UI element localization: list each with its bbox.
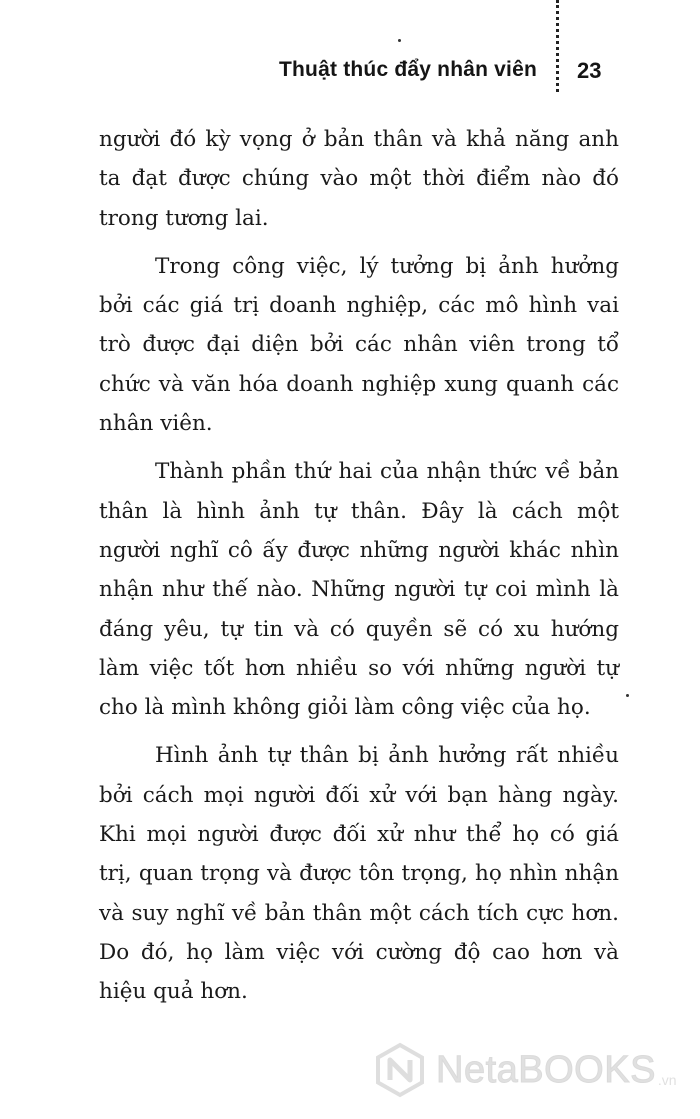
watermark-brand: NetaBOOKS	[436, 1048, 656, 1091]
running-header-title: Thuật thúc đẩy nhân viên	[279, 58, 537, 81]
body-text	[99, 120, 619, 1021]
running-header	[279, 58, 537, 82]
paragraph: Hình ảnh tự thân bị ảnh hưởng rất nhiều bởi cách mọi người đối xử với bạn hàng ngày. Khi mọi người được đối xử như thể họ có giá trị, quan trọng và được tôn trọng, họ nhìn nhận và suy nghĩ về bản thân một cách tích cực hơn. Do đó, họ làm việc với cường độ cao hơn và hiệu quả hơn.	[99, 743, 619, 1005]
header-dotted-rule	[556, 0, 559, 92]
watermark	[372, 1042, 677, 1098]
watermark-suffix: .vn	[657, 1072, 677, 1088]
paragraph: Thành phần thứ hai của nhận thức về bản thân là hình ảnh tự thân. Đây là cách một người nghĩ cô ấy được những người khác nhìn nhận như thế nào. Những người tự coi mình là đáng yêu, tự tin và có quyền sẽ có xu hướng làm việc tốt hơn nhiều so với những người tự cho là mình không giỏi làm công việc của họ.	[99, 459, 619, 721]
netabooks-logo-icon	[372, 1042, 428, 1098]
paragraph: người đó kỳ vọng ở bản thân và khả năng anh ta đạt được chúng vào một thời điểm nào đó trong tương lai.	[99, 127, 619, 231]
paragraph: Trong công việc, lý tưởng bị ảnh hưởng bởi các giá trị doanh nghiệp, các mô hình vai trò được đại diện bởi các nhân viên trong tổ chức và văn hóa doanh nghiệp xung quanh các nhân viên.	[99, 253, 619, 437]
print-speck	[398, 39, 401, 42]
print-speck	[626, 694, 629, 697]
page-number: 23	[577, 58, 602, 83]
